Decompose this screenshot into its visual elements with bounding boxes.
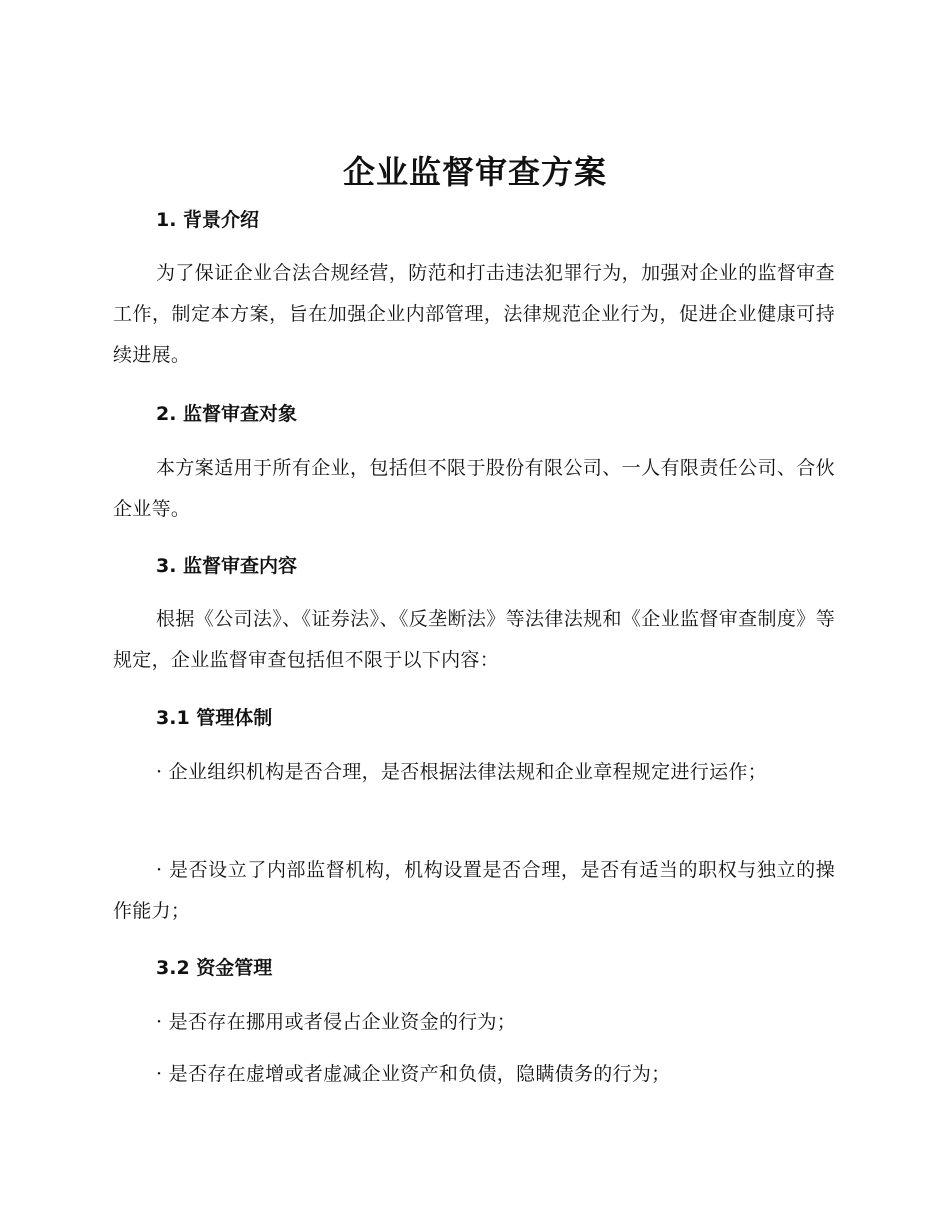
- section-1-body: [113, 253, 835, 376]
- paragraph-audit-content: 根据《公司法》、《证券法》、《反垄断法》等法律法规和《企业监督审查制度》等规定，企业监督审查包括但不限于以下内容：: [113, 608, 835, 671]
- document-title: 企业监督审查方案: [342, 153, 607, 191]
- section-3-1-item-2: [113, 850, 835, 932]
- section-3-2-item-2: [113, 1054, 835, 1095]
- list-item: · 是否存在虚增或者虚减企业资产和负债，隐瞒债务的行为；: [156, 1063, 671, 1085]
- section-3-2-item-1: [113, 1002, 835, 1043]
- section-1-heading-block: [113, 206, 835, 234]
- section-heading-management-system: 3.1 管理体制: [156, 707, 273, 729]
- section-3-2-heading-block: [113, 954, 835, 982]
- section-heading-audit-content: 3. 监督审查内容: [156, 555, 298, 577]
- section-2-heading-block: [113, 400, 835, 428]
- section-3-1-item-1: [113, 752, 835, 793]
- list-item: · 企业组织机构是否合理，是否根据法律法规和企业章程规定进行运作；: [156, 761, 767, 783]
- section-3-heading-block: [113, 552, 835, 580]
- paragraph-audit-target: 本方案适用于所有企业，包括但不限于股份有限公司、一人有限责任公司、合伙企业等。: [113, 457, 835, 520]
- section-heading-audit-target: 2. 监督审查对象: [156, 403, 298, 425]
- section-heading-background: 1. 背景介绍: [156, 209, 260, 231]
- paragraph-background: 为了保证企业合法合规经营，防范和打击违法犯罪行为，加强对企业的监督审查工作，制定本方案，旨在加强企业内部管理，法律规范企业行为，促进企业健康可持续进展。: [113, 262, 835, 366]
- list-item: · 是否存在挪用或者侵占企业资金的行为；: [156, 1011, 517, 1033]
- section-2-body: [113, 448, 835, 530]
- section-heading-fund-management: 3.2 资金管理: [156, 957, 273, 979]
- list-item: · 是否设立了内部监督机构，机构设置是否合理，是否有适当的职权与独立的操作能力；: [113, 859, 835, 922]
- section-3-1-heading-block: [113, 704, 835, 732]
- section-3-body: [113, 599, 835, 681]
